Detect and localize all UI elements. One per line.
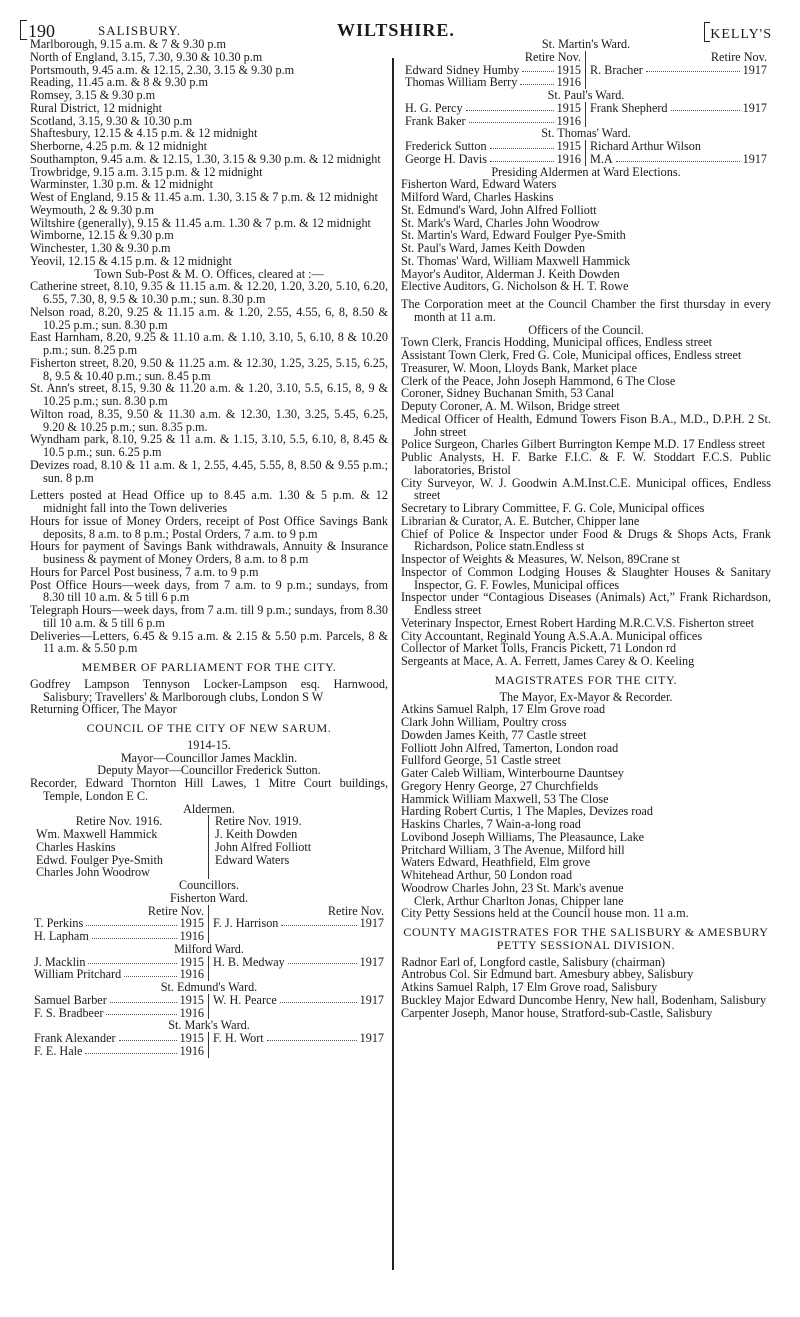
dot-leader [110,994,177,1003]
councillor-name: Frank Shepherd [590,100,668,115]
councillor-name: Edward Sidney Humby [405,62,520,77]
councillor-name: William Pritchard [34,967,122,982]
dot-leader [466,102,554,111]
councillor-name: Samuel Barber [34,992,107,1007]
alderman-name: Charles John Woodrow [36,865,150,880]
entry: Fullford George, 51 Castle street [401,753,561,768]
entry: Elective Auditors, G. Nicholson & H. T. Rowe [401,279,629,294]
entry: Coroner, Sidney Buchanan Smith, 53 Canal [401,386,615,401]
entry: Wyndham park, 8.10, 9.25 & 11 a.m. & 1.15, 3.10, 5.5, 6.10, 8, 8.45 & 10.5 p.m.; sun. 6.25 p.m [30,432,388,459]
entry: Shaftesbury, 12.15 & 4.15 p.m. & 12 midnight [30,126,258,141]
entry: Hours for issue of Money Orders, receipt of Post Office Savings Bank deposits, 8 a.m. to 8 p.m.; Postal Orders, 7 a.m. to 9 p.m [30,513,388,541]
entry: Antrobus Col. Sir Edmund bart. Amesbury abbey, Salisbury [401,967,694,982]
dot-leader [469,115,554,124]
dot-leader [646,64,740,73]
section-heading: COUNCIL OF THE CITY OF NEW SARUM. [86,721,332,735]
councillor-left [30,1045,209,1058]
retire-year: 1916 [556,151,581,166]
councillor-name: H. G. Percy [405,100,463,115]
subheading: Town Sub-Post & M. O. Offices, cleared at :— [94,266,324,281]
section [401,38,771,293]
entry: Romsey, 3.15 & 9.30 p.m [30,88,156,102]
retire-year: 1915 [179,954,204,969]
entry: Deputy Coroner, A. M. Wilson, Bridge street [401,399,620,413]
retire-year: 1916 [179,1005,204,1020]
retire-year: 1915 [556,62,581,77]
entry: Atkins Samuel Ralph, 17 Elm Grove road [401,702,606,717]
entry: Folliott John Alfred, Tamerton, London road [401,740,619,755]
entry: Gater Caleb William, Winterbourne Dauntsey [401,766,624,780]
entry: Librarian & Curator, A. E. Butcher, Chipper lane [401,513,640,528]
retire-year: 1915 [179,1031,204,1045]
entry: St. Edmund's Ward, John Alfred Folliott [401,202,597,217]
entry: Marlborough, 9.15 a.m. & 7 & 9.30 p.m [30,37,226,51]
entry: Weymouth, 2 & 9.30 p.m [30,202,154,217]
section [30,661,388,1058]
entry: Dowden James Keith, 77 Castle street [401,727,587,742]
entry: Letters posted at Head Office up to 8.45 a.m. 1.30 & 5 p.m. & 12 midnight fall into the Town deliveries [30,488,388,515]
entry: Hammick William Maxwell, 53 The Close [401,791,609,806]
entry: Inspector of Common Lodging Houses & Slaughter Houses & Sanitary Inspector, G. F. Fowles, Municipal offices [401,564,771,592]
alderman-name: Edward Waters [215,852,290,867]
entry: Inspector under “Contagious Diseases (Animals) Act,” Frank Richardson, Endless street [401,590,771,617]
dot-leader [106,1007,176,1016]
subheading: The Mayor, Ex-Mayor & Recorder. [499,689,673,704]
entry: Lovibond Joseph Williams, The Pleasaunce, Lake [401,829,645,844]
dot-leader [522,64,553,73]
retire-year: 1915 [556,100,581,115]
running-head-county: WILTSHIRE. [337,20,455,40]
retire-year: 1915 [179,916,204,931]
councillor-name: M.A [590,151,613,166]
councillor-right [209,994,388,1007]
retire-year: 1917 [742,151,767,166]
entry: Wimborne, 12.15 & 9.30 p.m [30,228,174,243]
entry: Whitehead Arthur, 50 London road [401,868,573,882]
entry: Town Clerk, Francis Hodding, Municipal offices, Endless street [401,335,713,350]
entry: St. Mark's Ward, Charles John Woodrow [401,215,600,230]
retire-year: 1917 [359,992,384,1007]
councillor-name: R. Bracher [590,62,643,77]
retire-year: 1915 [556,139,581,153]
dot-leader [88,956,176,965]
councillor-left [401,140,586,153]
retire-year: 1917 [359,916,384,931]
entry: Radnor Earl of, Longford castle, Salisbury (chairman) [401,954,665,969]
entry: Milford Ward, Charles Haskins [401,190,554,204]
retire-header: Retire Nov. [147,903,204,918]
retire-year: 1917 [742,62,767,77]
ward-table [30,956,388,982]
entry: Portsmouth, 9.45 a.m. & 12.15, 2.30, 3.15 & 9.30 p.m [30,62,295,77]
councillor-right [209,930,388,943]
councillor-name: Richard Arthur Wilson [590,139,701,153]
alderman-name: J. Keith Dowden [215,827,298,841]
entry: Waters Edward, Heathfield, Elm grove [401,855,591,870]
ward-title: St. Mark's Ward. [168,1018,250,1033]
councillor-right [209,956,388,969]
entry-indented: Clerk, Arthur Charlton Jonas, Chipper lane [414,893,624,908]
retire-header: Retire Nov. 1916. [75,814,163,829]
entry: Returning Officer, The Mayor [30,702,177,717]
entry: City Accountant, Reginald Young A.S.A.A. Municipal offices [401,628,703,643]
councillor-name: H. Lapham [34,929,89,943]
ward-title: Fisherton Ward. [169,890,248,905]
alderman-name: John Alfred Folliott [215,839,312,854]
entry: Inspector of Weights & Measures, W. Nelson, 89Crane st [401,552,680,566]
entry: Pritchard William, 3 The Avenue, Milford hill [401,842,625,857]
entry: Godfrey Lampson Tennyson Locker-Lampson esq. Harnwood, Salisbury; Travellers' & Marlborough clubs, London S W [30,676,388,704]
retire-year: 1916 [179,929,204,943]
dot-leader [520,76,553,85]
subheading: Officers of the Council. [528,322,644,337]
aldermen-right [209,815,388,879]
dot-leader [267,1032,357,1041]
retire-header-left [401,51,586,64]
councillor-name: H. B. Medway [213,954,285,969]
section-heading: MEMBER OF PARLIAMENT FOR THE CITY. [81,660,337,674]
entry: Buckley Major Edward Duncombe Henry, New hall, Bodenham, Salisbury [401,992,767,1007]
ward-table [401,51,771,89]
entry: Clark John William, Poultry cross [401,715,567,729]
entry: Woodrow Charles John, 23 St. Mark's avenue [401,880,624,895]
entry: Wilton road, 8.35, 9.50 & 11.30 a.m. & 12.30, 1.30, 3.25, 5.45, 6.25, 9.20 & 10.25 p.m.; sun. 8.35 p.m. [30,406,388,434]
retire-year: 1917 [359,954,384,969]
councillor-name: Frank Baker [405,113,466,128]
subheading: Deputy Mayor—Councillor Frederick Sutton. [97,763,321,778]
entry: Deliveries—Letters, 6.45 & 9.15 a.m. & 2.15 & 5.50 p.m. Parcels, 8 & 11 a.m. & 5.50 p.m [30,628,388,656]
left-column [30,38,388,1063]
entry: Mayor's Auditor, Alderman J. Keith Dowden [401,266,620,281]
entry: Catherine street, 8.10, 9.35 & 11.15 a.m. & 12.20, 1.20, 3.20, 5.10, 6.20, 6.55, 7.30, 8, 9.5 & 10.30 p.m.; sun. 8.30 p.m [30,279,388,306]
aldermen-left [30,815,209,879]
entry: Yeovil, 12.15 & 4.15 p.m. & 12 midnight [30,253,232,268]
entry: Trowbridge, 9.15 a.m. 3.15 p.m. & 12 midnight [30,164,263,179]
entry: Fisherton street, 8.20, 9.50 & 11.25 a.m. & 12.30, 1.25, 3.25, 5.15, 6.25, 8, 9.5 & 10.40 p.m.; sun. 8.45 p.m [30,355,388,383]
entry: Recorder, Edward Thornton Hill Lawes, 1 Mitre Court buildings, Temple, London E C. [30,776,388,803]
retire-year: 1917 [359,1031,384,1045]
councillor-name: F. H. Wort [213,1031,264,1045]
councillor-name: F. J. Harrison [213,916,279,931]
ward-title: St. Thomas' Ward. [541,126,631,141]
entry: Medical Officer of Health, Edmund Towers Fison B.A., M.D., D.P.H. 2 St. John street [401,411,771,439]
entry: Public Analysts, H. F. Barke F.I.C. & F. W. Stoddart F.C.S. Public laboratories, Bristol [401,450,771,477]
dot-leader [119,1032,177,1041]
entry: Sherborne, 4.25 p.m. & 12 midnight [30,139,208,153]
dot-leader [490,153,554,162]
ward-table [30,905,388,943]
subheading: Aldermen. [183,801,235,816]
councillor-right [586,64,771,77]
dot-leader [288,956,357,965]
entry: Devizes road, 8.10 & 11 a.m. & 1, 2.55, 4.45, 5.55, 8, 8.50 & 9.55 p.m.; sun. 8 p.m [30,457,388,485]
entry: Fisherton Ward, Edward Waters [401,177,557,192]
councillor-name: George H. Davis [405,151,488,166]
alderman-name: Edwd. Foulger Pye-Smith [36,852,163,867]
retire-header: Retire Nov. [710,49,767,64]
right-column [401,38,771,1024]
retire-header: Retire Nov. [524,49,581,64]
councillor-right [586,140,771,153]
dot-leader [280,994,357,1003]
councillor-name: J. Macklin [34,954,86,969]
ward-title: St. Edmund's Ward. [160,980,258,994]
entry: Reading, 11.45 a.m. & 8 & 9.30 p.m [30,75,208,90]
entry: Clerk of the Peace, John Joseph Hammond, 6 The Close [401,373,676,388]
column-divider [392,58,394,1270]
ward-table [30,1032,388,1058]
entry: Gregory Henry George, 27 Churchfields [401,778,599,793]
entry: Chief of Police & Inspector under Food & Drugs & Shops Acts, Frank Richardson, Police statn.Endless st [401,526,771,554]
entry: St. Ann's street, 8.15, 9.30 & 11.20 a.m. & 1.20, 3.10, 5.5, 6.15, 8, 9 & 10.25 p.m.; sun. 8.30 p.m [30,381,388,408]
entry: City Surveyor, W. J. Goodwin A.M.Inst.C.E. Municipal offices, Endless street [401,475,771,503]
section [30,489,388,655]
entry: Veterinary Inspector, Ernest Robert Harding M.R.C.V.S. Fisherton street [401,615,754,630]
ward-table [401,140,771,166]
ward-title: St. Martin's Ward. [541,37,631,51]
dot-leader [86,917,176,926]
councillor-name: F. E. Hale [34,1043,83,1058]
councillor-left [401,153,586,166]
entry: Scotland, 3.15, 9.30 & 10.30 p.m [30,113,193,128]
retire-year: 1917 [742,100,767,115]
dot-leader [281,917,356,926]
entry: West of England, 9.15 & 11.45 a.m. 1.30, 3.15 & 7 p.m. & 12 midnight [30,190,378,204]
councillor-left [30,930,209,943]
councillor-left [401,102,586,115]
ward-table [30,994,388,1020]
entry: Rural District, 12 midnight [30,100,163,115]
entry: Sergeants at Mace, A. A. Ferrett, James Carey & O. Keeling [401,654,695,668]
councillor-left [30,994,209,1007]
entry: Winchester, 1.30 & 9.30 p.m [30,241,171,255]
entry: St. Martin's Ward, Edward Foulger Pye-Smith [401,228,626,243]
entry: Wiltshire (generally), 9.15 & 11.45 a.m. 1.30 & 7 p.m. & 12 midnight [30,215,371,230]
retire-header: Retire Nov. [327,903,384,918]
subheading: 1914-15. [187,737,231,752]
entry: Southampton, 9.45 a.m. & 12.15, 1.30, 3.15 & 9.30 p.m. & 12 midnight [30,151,381,166]
entry: St. Paul's Ward, James Keith Dowden [401,241,586,255]
entry: Nelson road, 8.20, 9.25 & 11.15 a.m. & 1.20, 2.55, 4.55, 6, 8, 8.50 & 10.25 p.m.; sun. 8.30 p.m [30,304,388,332]
entry: Hours for payment of Savings Bank withdrawals, Annuity & Insurance business & payment of Money Orders, 8 a.m. to 8 p.m [30,539,388,566]
alderman-name: Wm. Maxwell Hammick [36,827,158,841]
retire-year: 1916 [179,967,204,982]
dot-leader [85,1045,176,1054]
section [401,298,771,1019]
entry: East Harnham, 8.20, 9.25 & 11.10 a.m. & 1.10, 3.10, 5, 6.10, 8 & 10.20 p.m.; sun. 8.25 p.m [30,330,388,357]
entry: The Corporation meet at the Council Chamber the first thursday in every month at 11 a.m. [401,297,771,324]
subheading: Councillors. [179,878,239,892]
entry: City Petty Sessions held at the Council house mon. 11 a.m. [401,906,689,921]
subheading: Presiding Aldermen at Ward Elections. [491,164,681,179]
section [30,38,388,484]
councillor-right [209,917,388,930]
entry: Police Surgeon, Charles Gilbert Burrington Kempe M.D. 17 Endless street [401,437,765,452]
dot-leader [671,102,740,111]
section-heading: COUNTY MAGISTRATES FOR THE SALISBURY & AMESBURY PETTY SESSIONAL DIVISION. [403,925,769,952]
retire-header-right [586,51,771,64]
entry: Secretary to Library Committee, F. G. Cole, Municipal offices [401,501,705,515]
retire-header: Retire Nov. 1919. [215,814,302,829]
retire-year: 1916 [556,113,581,128]
ward-table [401,102,771,128]
ward-title: Milford Ward. [174,941,244,956]
dot-leader [490,140,554,149]
entry: Harding Robert Curtis, 1 The Maples, Devizes road [401,804,653,819]
ward-title: St. Paul's Ward. [547,88,625,102]
councillor-name: F. S. Bradbeer [34,1005,104,1020]
councillor-name: T. Perkins [34,916,84,931]
aldermen-table [30,815,388,879]
councillor-name: Frank Alexander [34,1031,116,1045]
retire-year: 1916 [556,75,581,90]
dot-leader [616,153,740,162]
dot-leader [92,930,177,939]
page-number-text: 190 [28,21,55,41]
entry: Hours for Parcel Post business, 7 a.m. to 9 p.m [30,564,259,579]
entry: Post Office Hours—week days, from 7 a.m. to 9 p.m.; sundays, from 8.30 till 10 a.m. & 5 till 6 p.m [30,577,388,605]
entry: North of England, 3.15, 7.30, 9.30 & 10.30 p.m [30,49,263,64]
councillor-name: Thomas William Berry [405,75,518,90]
entry: Haskins Charles, 7 Wain-a-long road [401,817,581,831]
subheading: Mayor—Councillor James Macklin. [120,750,298,765]
dot-leader [124,968,176,977]
entry: St. Thomas' Ward, William Maxwell Hammick [401,253,631,268]
councillor-right [586,102,771,115]
retire-year: 1915 [179,992,204,1007]
entry: Atkins Samuel Ralph, 17 Elm Grove road, Salisbury [401,980,658,994]
section-heading: MAGISTRATES FOR THE CITY. [494,672,678,687]
alderman-name: Charles Haskins [36,839,116,854]
retire-year: 1916 [179,1043,204,1058]
entry: Treasurer, W. Moon, Lloyds Bank, Market place [401,360,637,375]
councillor-name: W. H. Pearce [213,992,277,1007]
entry: Warminster, 1.30 p.m. & 12 midnight [30,177,214,192]
publisher-text: KELLY'S [710,27,772,42]
entry: Telegraph Hours—week days, from 7 a.m. till 9 p.m.; sundays, from 8.30 till 10 a.m. & 5 till 6 p.m [30,603,388,630]
entry: Assistant Town Clerk, Fred G. Cole, Municipal offices, Endless street [401,348,742,362]
entry: Collector of Market Tolls, Francis Pickett, 71 London rd [401,641,677,656]
councillor-right [209,1032,388,1045]
councillor-name: Frederick Sutton [405,139,487,153]
running-head-town: SALISBURY. [98,23,182,38]
councillor-right [586,153,771,166]
councillor-right [209,1045,388,1058]
councillor-left [30,1032,209,1045]
entry: Carpenter Joseph, Manor house, Stratford-sub-Castle, Salisbury [401,1005,713,1020]
